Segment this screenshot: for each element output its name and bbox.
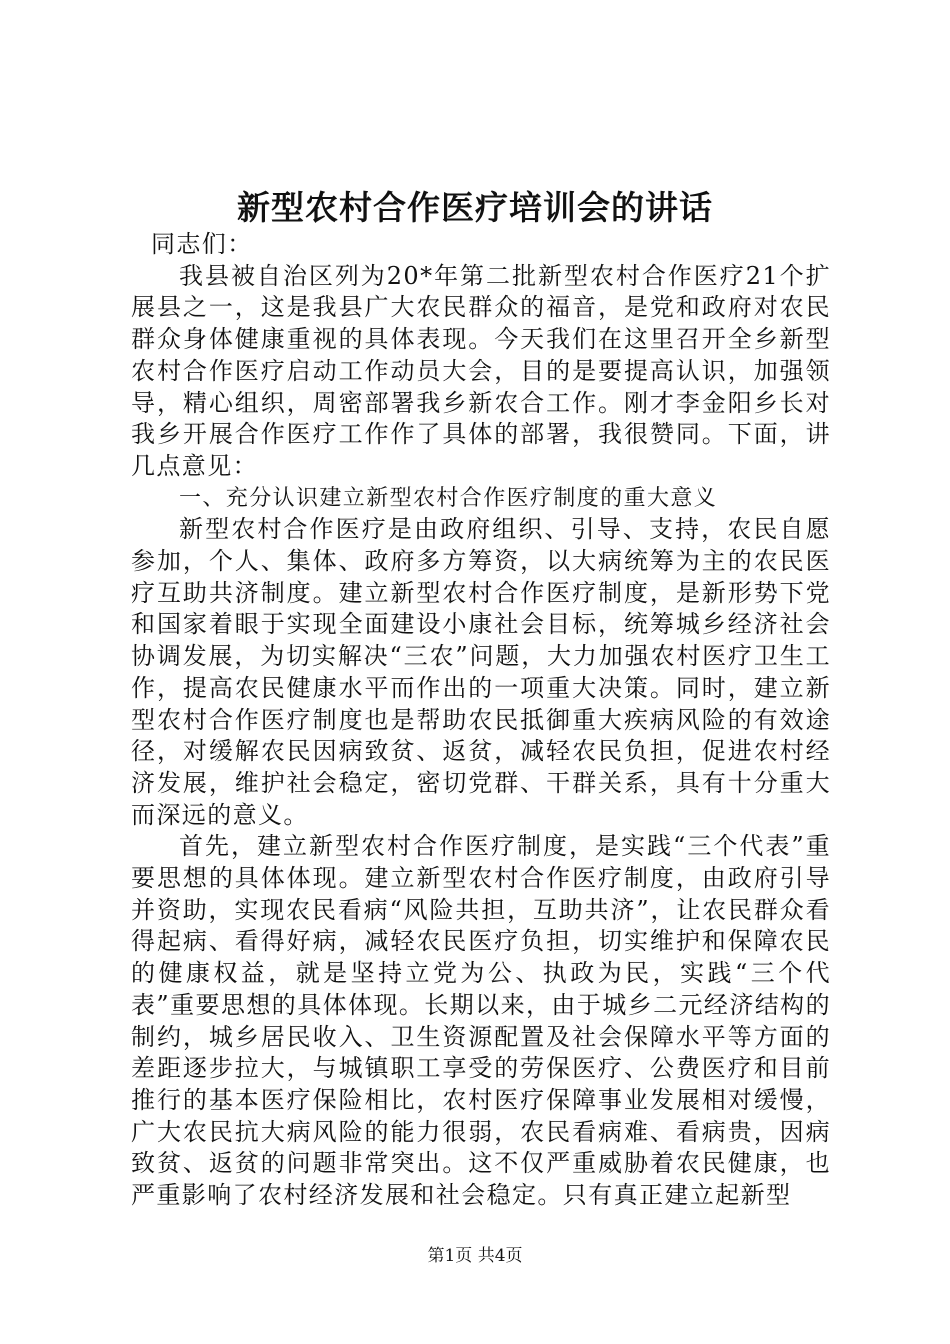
salutation: 同志们： xyxy=(151,230,253,258)
paragraph-intro: 我县被自治区列为20*年第二批新型农村合作医疗21个扩展县之一，这是我县广大农民群众的福音，是党和政府对农民群众身体健康重视的具体表现。今天我们在这里召开全乡新型农村合作医疗启动工作动员大会，目的是要提高认识，加强领导，精心组织，周密部署我乡新农合工作。刚才李金阳乡长对我乡开展合作医疗工作作了具体的部署，我很赞同。下面，讲几点意见： xyxy=(131,261,831,480)
page-footer: 第1页 共4页 xyxy=(427,1246,523,1266)
document-body xyxy=(131,229,831,1212)
paragraph-first-point: 首先，建立新型农村合作医疗制度，是实践“三个代表”重要思想的具体体现。建立新型农村合作医疗制度，由政府引导并资助，实现农民看病“风险共担，互助共济”，让农民群众看得起病、看得好病，减轻农民医疗负担，切实维护和保障农民的健康权益，就是坚持立党为公、执政为民，实践“三个代表”重要思想的具体体现。长期以来，由于城乡二元经济结构的制约，城乡居民收入、卫生资源配置及社会保障水平等方面的差距逐步拉大，与城镇职工享受的劳保医疗、公费医疗和目前推行的基本医疗保险相比，农村医疗保障事业发展相对缓慢，广大农民抗大病风险的能力很弱，农民看病难、看病贵，因病致贫、返贫的问题非常突出。这不仅严重威胁着农民健康，也严重影响了农村经济发展和社会稳定。只有真正建立起新型 xyxy=(131,832,831,1210)
paragraph-significance: 新型农村合作医疗是由政府组织、引导、支持，农民自愿参加，个人、集体、政府多方筹资，以大病统筹为主的农民医疗互助共济制度。建立新型农村合作医疗制度，是新形势下党和国家着眼于实现全面建设小康社会目标，统筹城乡经济社会协调发展，为切实解决“三农”问题，大力加强农村医疗卫生工作，提高农民健康水平而作出的一项重大决策。同时，建立新型农村合作医疗制度也是帮助农民抵御重大疾病风险的有效途径，对缓解农民因病致贫、返贫，减轻农民负担，促进农村经济发展，维护社会稳定，密切党群、干群关系，具有十分重大而深远的意义。 xyxy=(131,515,831,829)
document-title: 新型农村合作医疗培训会的讲话 xyxy=(237,188,713,227)
section-heading-1: 一、充分认识建立新型农村合作医疗制度的重大意义 xyxy=(179,485,718,511)
